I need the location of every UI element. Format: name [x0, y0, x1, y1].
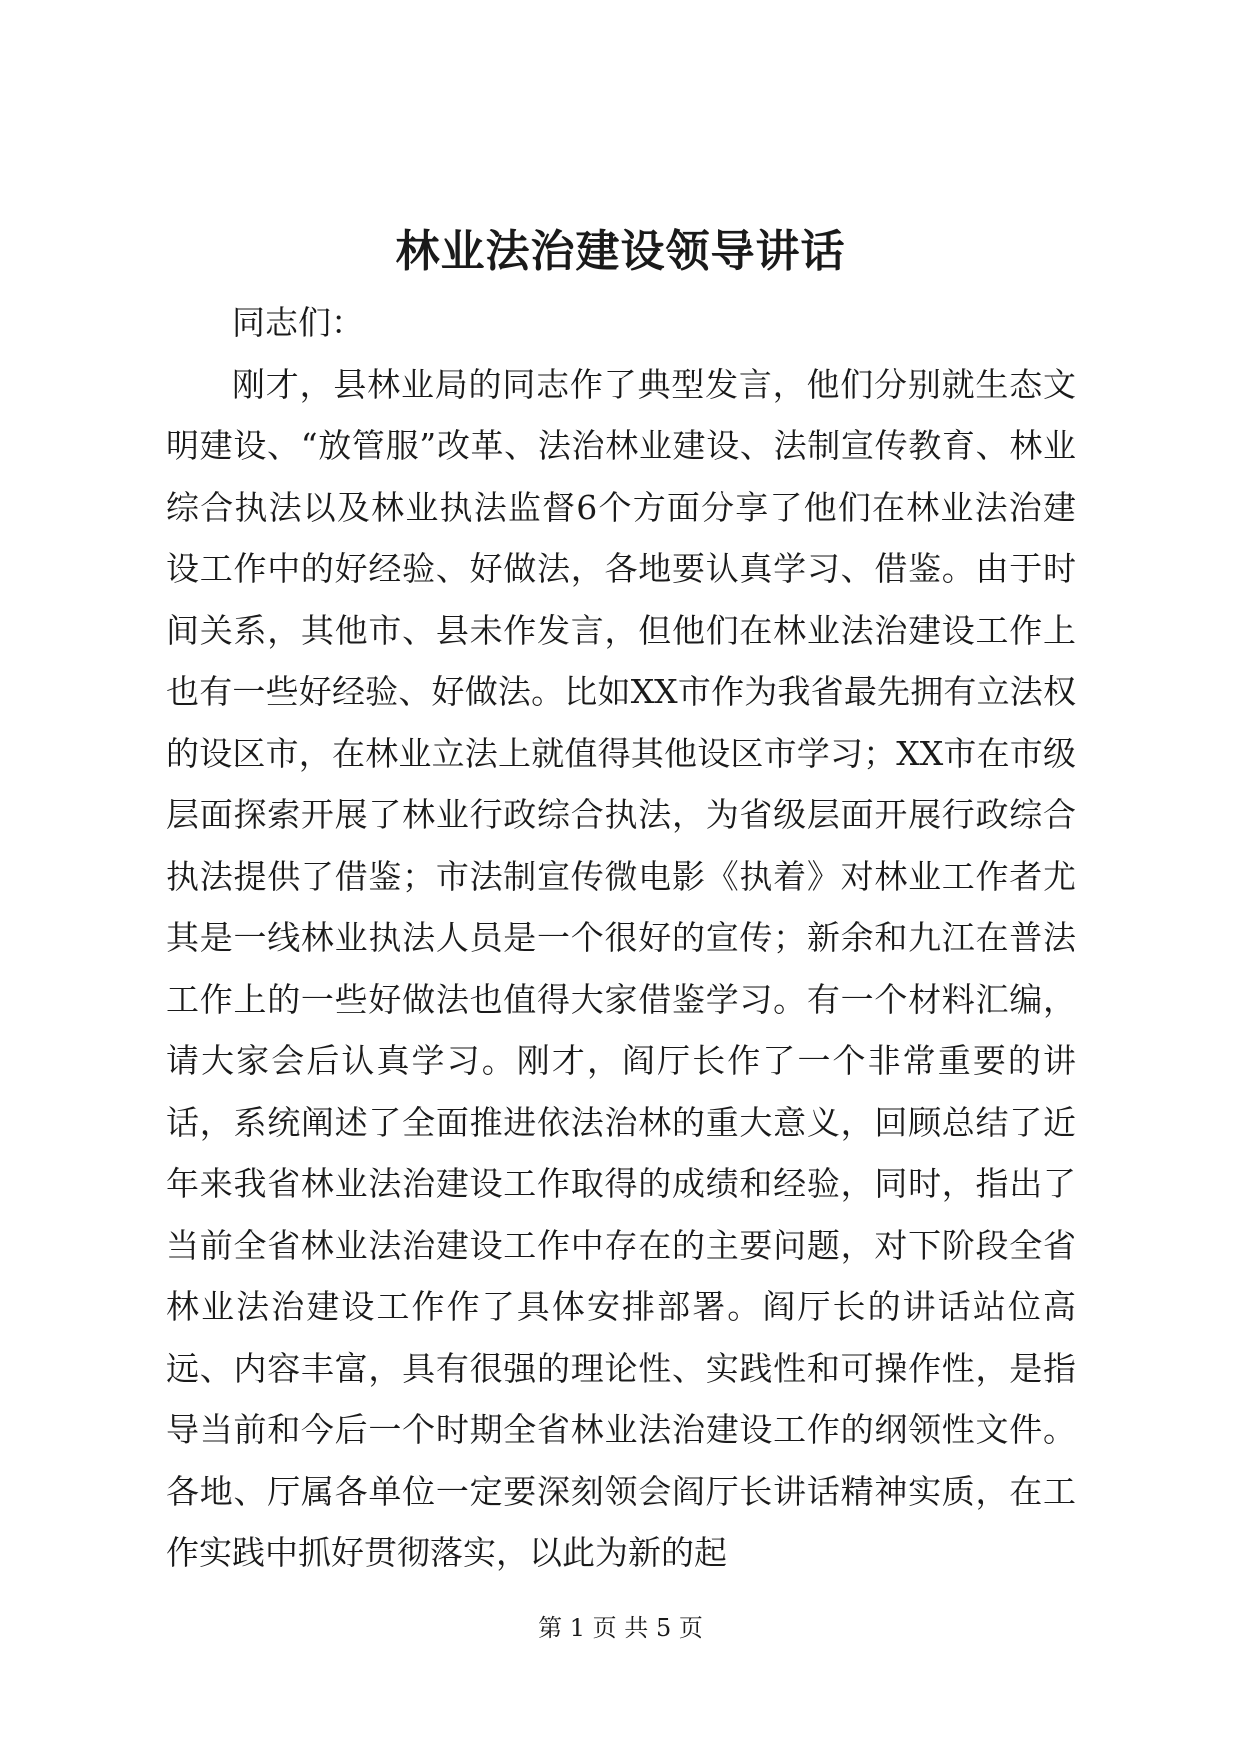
document-body: [166, 292, 1076, 1584]
document-title: 林业法治建设领导讲话: [395, 226, 846, 277]
salutation: 同志们：: [232, 303, 364, 342]
body-paragraph: 刚才，县林业局的同志作了典型发言，他们分别就生态文明建设、“放管服”改革、法治林业建设、法制宣传教育、林业综合执法以及林业执法监督6个方面分享了他们在林业法治建设工作中的好经验、好做法，各地要认真学习、借鉴。由于时间关系，其他市、县未作发言，但他们在林业法治建设工作上也有一些好经验、好做法。比如XX市作为我省最先拥有立法权的设区市，在林业立法上就值得其他设区市学习；XX市在市级层面探索开展了林业行政综合执法，为省级层面开展行政综合执法提供了借鉴；市法制宣传微电影《执着》对林业工作者尤其是一线林业执法人员是一个很好的宣传；新余和九江在普法工作上的一些好做法也值得大家借鉴学习。有一个材料汇编，请大家会后认真学习。刚才，阎厅长作了一个非常重要的讲话，系统阐述了全面推进依法治林的重大意义，回顾总结了近年来我省林业法治建设工作取得的成绩和经验，同时，指出了当前全省林业法治建设工作中存在的主要问题，对下阶段全省林业法治建设工作作了具体安排部署。阎厅长的讲话站位高远、内容丰富，具有很强的理论性、实践性和可操作性，是指导当前和今后一个时期全省林业法治建设工作的纲领性文件。各地、厅属各单位一定要深刻领会阎厅长讲话精神实质，在工作实践中抓好贯彻落实，以此为新的起: [166, 364, 1076, 1572]
page-number-footer: 第 1 页 共 5 页: [538, 1614, 703, 1642]
